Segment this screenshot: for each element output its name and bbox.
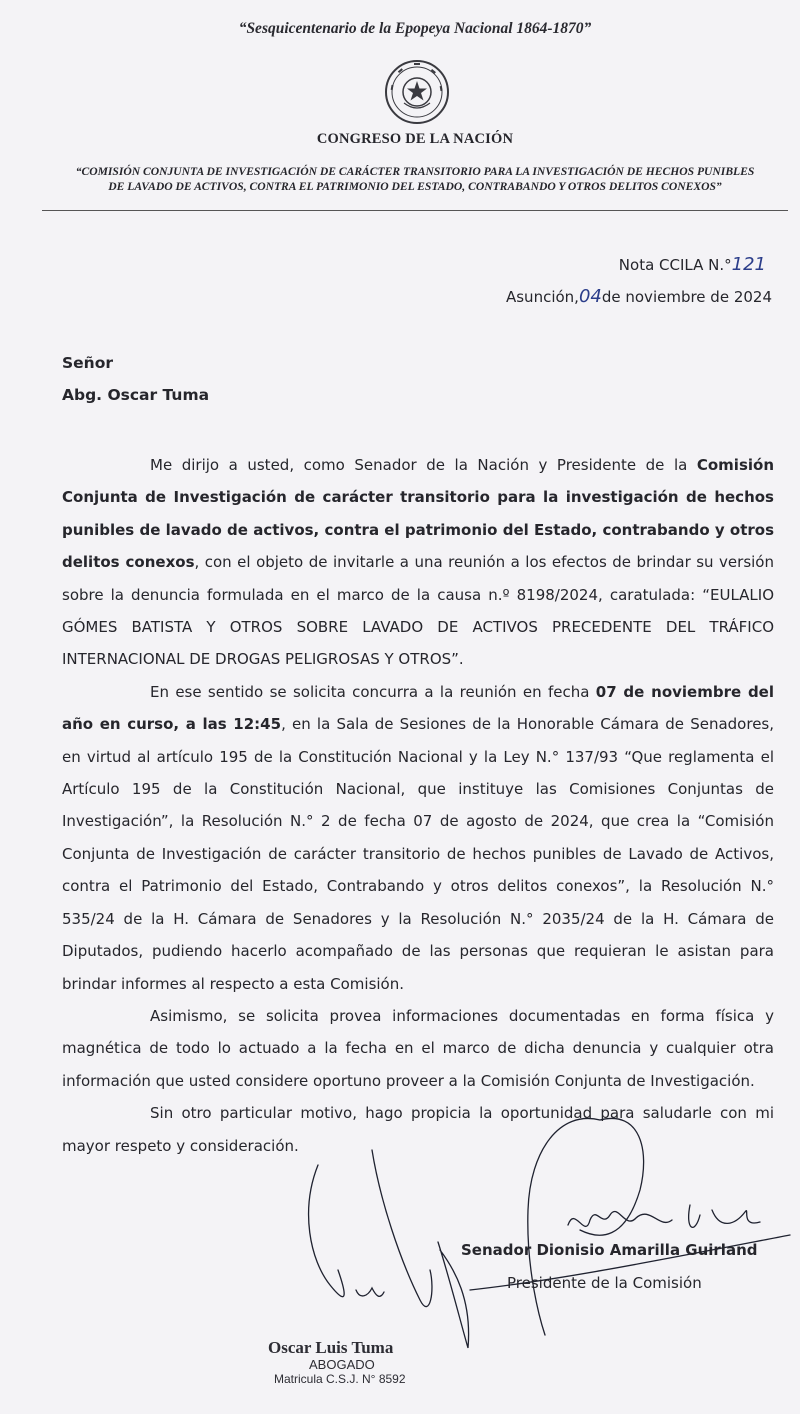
commission-title-line2: DE LAVADO DE ACTIVOS, CONTRA EL PATRIMONIO DEL ESTADO, CONTRABANDO Y OTROS DELITOS CONEXOS” [108, 180, 722, 193]
paragraph-1-bold: Comisión Conjunta de Investigación de carácter transitorio para la investigación de hechos punibles de lavado de activos, contra el patrimonio del Estado, contrabando y otros delitos conexos [62, 456, 774, 572]
signatory-title: Presidente de la Comisión [507, 1274, 702, 1292]
paragraph-2-bold: 07 de noviembre del año en curso, a las 12:45 [62, 682, 774, 734]
commission-title-line1: “COMISIÓN CONJUNTA DE INVESTIGACIÓN DE CARÁCTER TRANSITORIO PARA LA INVESTIGACIÓN DE HECHOS PUNIBLES [75, 165, 755, 178]
date-day: 04 [578, 286, 602, 307]
addressee-name: Abg. Oscar Tuma [62, 386, 210, 404]
stamp-name: Oscar Luis Tuma [268, 1338, 394, 1357]
addressee-signature-stroke-4 [356, 1288, 384, 1296]
salutation: Señor [62, 354, 114, 372]
paragraph-3: Asimismo, se solicita provea informaciones documentadas en forma física y magnética de todo lo actuado a la fecha en el marco de dicha denuncia y cualquier otra información que usted considere oportuno proveer a la Comisión Conjunta de Investigación. [62, 1006, 774, 1090]
header-motto: “Sesquicentenario de la Epopeya Nacional 1864-1870” [238, 20, 592, 37]
paragraph-2-text-a: En ese sentido se solicita concurra a la reunión en fecha [150, 682, 596, 701]
note-prefix: Nota CCILA N.° [618, 256, 732, 274]
addressee-signature-stroke-2 [372, 1150, 432, 1307]
paragraph-1-text-b: , con el objeto de invitarle a una reunión a los efectos de brindar su versión sobre la denuncia formulada en el marco de la causa n.º 8198/2024, caratulada: “EULALIO GÓMES BATISTA Y OTROS SOBRE LAVADO DE ACTIVOS PRECEDENTE DEL TRÁFICO INTERNACIONAL DE DROGAS PELIGROSAS Y OTROS”. [62, 553, 774, 669]
paragraph-2-text-b: , en la Sala de Sesiones de la Honorable Cámara de Senadores, en virtud al artículo 195 de la Constitución Nacional y la Ley N.° 137/93 “Que reglamenta el Artículo 195 de la Constitución Nacional, que instituye las Comisiones Conjuntas de Investigación”, la Resolución N.° 2 de fecha 07 de agosto de 2024, que crea la “Comisión Conjunta de Investigación de carácter transitorio de hechos punibles de Lavado de Activos, contra el Patrimonio del Estado, Contrabando y otros delitos conexos”, la Resolución N.° 535/24 de la H. Cámara de Senadores y la Resolución N.° 2035/24 de la H. Cámara de Diputados, pudiendo hacerlo acompañado de las personas que requieran le asistan para brindar informes al respecto a esta Comisión. [62, 715, 775, 993]
stamp-matricula: Matricula C.S.J. N° 8592 [274, 1372, 406, 1386]
signatory-name: Senador Dionisio Amarilla Guirland [461, 1241, 758, 1259]
institution-title: CONGRESO DE LA NACIÓN [316, 131, 514, 147]
addressee-signature-stroke-1 [309, 1165, 345, 1297]
senator-signature-scrawl [568, 1205, 760, 1227]
date-rest: de noviembre de 2024 [601, 288, 772, 306]
note-number: 121 [731, 254, 766, 275]
date-city: Asunción, [505, 288, 579, 306]
paragraph-1-text-a: Me dirijo a usted, como Senador de la Nación y Presidente de la [150, 456, 697, 474]
paragraph-4: Sin otro particular motivo, hago propicia la oportunidad para saludarle con mi mayor respeto y consideración. [62, 1104, 774, 1155]
stamp-role: ABOGADO [309, 1357, 375, 1372]
